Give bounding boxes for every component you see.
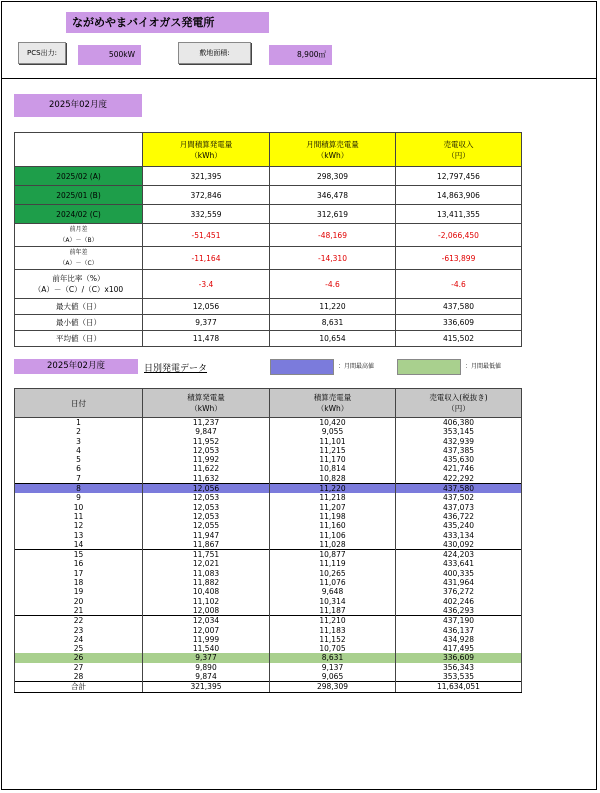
site-area-value: 8,900㎡	[269, 45, 332, 65]
legend-max-label: ：月間最高値	[338, 363, 375, 370]
daily-date: 20	[15, 597, 143, 606]
daily-value: 432,939	[396, 437, 522, 446]
daily-value: 11,152	[270, 635, 396, 644]
daily-row	[15, 474, 522, 484]
pcs-output-button[interactable]: PCS出力:	[18, 42, 66, 64]
summary-avg-row	[15, 331, 522, 347]
daily-value: 11,952	[143, 437, 270, 446]
daily-value: 11,632	[143, 474, 270, 484]
daily-row	[15, 653, 522, 662]
summary-corner	[15, 133, 143, 167]
daily-date: 26	[15, 653, 143, 662]
daily-date: 10	[15, 503, 143, 512]
daily-row	[15, 503, 522, 512]
summary-value: 11,220	[270, 299, 396, 315]
daily-header: 日付	[15, 389, 143, 418]
summary-value: 321,395	[143, 167, 270, 186]
daily-row	[15, 663, 522, 672]
daily-value: 417,495	[396, 644, 522, 653]
daily-value: 406,380	[396, 418, 522, 428]
daily-value: 11,076	[270, 578, 396, 587]
daily-total-row	[15, 682, 522, 692]
daily-row	[15, 540, 522, 550]
daily-row	[15, 626, 522, 635]
daily-value: 9,377	[143, 653, 270, 662]
summary-ratio-label2: （A）－（C）/（C）x100	[33, 285, 124, 294]
daily-value: 436,722	[396, 512, 522, 521]
daily-value: 12,053	[143, 446, 270, 455]
daily-row	[15, 578, 522, 587]
daily-date: 1	[15, 418, 143, 428]
summary-value: -51,451	[143, 224, 270, 247]
daily-value: 11,947	[143, 531, 270, 540]
daily-value: 11,218	[270, 493, 396, 502]
daily-row	[15, 464, 522, 473]
summary-diff_prev_month-label	[15, 224, 143, 247]
daily-value: 11,999	[143, 635, 270, 644]
daily-value: 336,609	[396, 653, 522, 662]
summary-value: -48,169	[270, 224, 396, 247]
daily-value: 376,272	[396, 587, 522, 596]
daily-row	[15, 635, 522, 644]
daily-value: 10,814	[270, 464, 396, 473]
daily-value: 11,210	[270, 616, 396, 626]
daily-value: 9,874	[143, 672, 270, 682]
daily-header: 積算売電量 （kWh）	[270, 389, 396, 418]
daily-value: 12,053	[143, 493, 270, 502]
summary-ratio-label1: 前年比率（%）	[52, 274, 105, 283]
summary-max-label: 最大値（日）	[15, 299, 143, 315]
daily-data-link[interactable]: 日別発電データ	[144, 364, 208, 374]
daily-date: 24	[15, 635, 143, 644]
daily-value: 437,580	[396, 484, 522, 494]
daily-date: 18	[15, 578, 143, 587]
daily-date: 2	[15, 427, 143, 436]
summary-value: 336,609	[396, 315, 522, 331]
summary-month-label: 2025年02月度	[14, 94, 142, 117]
daily-value: 356,343	[396, 663, 522, 672]
daily-value: 9,648	[270, 587, 396, 596]
daily-value: 433,641	[396, 559, 522, 568]
summary-row-label: 2025/02 (A)	[15, 167, 143, 186]
daily-value: 11,160	[270, 521, 396, 530]
daily-value: 10,314	[270, 597, 396, 606]
summary-value: 11,478	[143, 331, 270, 347]
summary-header: 月間積算発電量 （kWh）	[143, 133, 270, 167]
daily-value: 434,928	[396, 635, 522, 644]
daily-value: 11,183	[270, 626, 396, 635]
summary-ratio-label	[15, 270, 143, 299]
daily-value: 353,535	[396, 672, 522, 682]
summary-diff_prev_year-label1: 前年差	[69, 249, 88, 256]
daily-value: 421,746	[396, 464, 522, 473]
summary-header-row	[15, 133, 522, 167]
summary-header: 売電収入 （円）	[396, 133, 522, 167]
daily-value: 11,207	[270, 503, 396, 512]
daily-value: 400,335	[396, 569, 522, 578]
daily-value: 11,101	[270, 437, 396, 446]
daily-date: 25	[15, 644, 143, 653]
daily-value: 11,028	[270, 540, 396, 550]
summary-value: 10,654	[270, 331, 396, 347]
summary-max-row	[15, 299, 522, 315]
summary-value: 9,377	[143, 315, 270, 331]
daily-value: 11,083	[143, 569, 270, 578]
daily-value: 436,293	[396, 606, 522, 616]
daily-value: 12,053	[143, 503, 270, 512]
summary-diff_prev_month-label1: 前月差	[69, 226, 88, 233]
summary-diff_prev_month-row	[15, 224, 522, 247]
daily-value: 9,055	[270, 427, 396, 436]
daily-value: 10,408	[143, 587, 270, 596]
daily-header-row	[15, 389, 522, 418]
daily-value: 9,065	[270, 672, 396, 682]
daily-value: 353,145	[396, 427, 522, 436]
daily-total-value: 298,309	[270, 682, 396, 692]
daily-row	[15, 512, 522, 521]
daily-date: 11	[15, 512, 143, 521]
daily-value: 8,631	[270, 653, 396, 662]
daily-row	[15, 672, 522, 682]
daily-row	[15, 484, 522, 494]
daily-value: 435,630	[396, 455, 522, 464]
legend-min-label: ：月間最低値	[465, 363, 502, 370]
daily-value: 10,420	[270, 418, 396, 428]
daily-value: 436,137	[396, 626, 522, 635]
daily-value: 11,540	[143, 644, 270, 653]
daily-value: 12,056	[143, 484, 270, 494]
summary-value: 346,478	[270, 186, 396, 205]
summary-ratio-row	[15, 270, 522, 299]
daily-value: 437,190	[396, 616, 522, 626]
daily-table	[14, 388, 522, 693]
daily-row	[15, 531, 522, 540]
summary-value: -4.6	[270, 270, 396, 299]
daily-value: 12,055	[143, 521, 270, 530]
summary-value: -14,310	[270, 247, 396, 270]
daily-value: 11,215	[270, 446, 396, 455]
daily-row	[15, 427, 522, 436]
daily-value: 12,007	[143, 626, 270, 635]
daily-row	[15, 587, 522, 596]
daily-date: 7	[15, 474, 143, 484]
daily-value: 12,021	[143, 559, 270, 568]
daily-row	[15, 446, 522, 455]
summary-row-label: 2025/01 (B)	[15, 186, 143, 205]
daily-row	[15, 597, 522, 606]
daily-value: 424,203	[396, 550, 522, 560]
daily-value: 437,502	[396, 493, 522, 502]
daily-value: 9,847	[143, 427, 270, 436]
daily-value: 402,246	[396, 597, 522, 606]
daily-row	[15, 418, 522, 428]
daily-row	[15, 606, 522, 616]
daily-value: 11,102	[143, 597, 270, 606]
summary-diff_prev_year-label	[15, 247, 143, 270]
summary-min-row	[15, 315, 522, 331]
daily-value: 11,622	[143, 464, 270, 473]
daily-value: 431,964	[396, 578, 522, 587]
summary-diff_prev_month-label2: （A）－（B）	[59, 237, 98, 244]
daily-date: 19	[15, 587, 143, 596]
summary-value: 14,863,906	[396, 186, 522, 205]
daily-value: 9,137	[270, 663, 396, 672]
daily-row	[15, 559, 522, 568]
daily-date: 28	[15, 672, 143, 682]
daily-row	[15, 521, 522, 530]
daily-row	[15, 493, 522, 502]
summary-header: 月間積算売電量 （kWh）	[270, 133, 396, 167]
summary-value: 437,580	[396, 299, 522, 315]
daily-date: 21	[15, 606, 143, 616]
daily-date: 14	[15, 540, 143, 550]
daily-date: 6	[15, 464, 143, 473]
summary-value: -11,164	[143, 247, 270, 270]
daily-value: 11,198	[270, 512, 396, 521]
daily-row	[15, 550, 522, 560]
daily-value: 11,220	[270, 484, 396, 494]
daily-total-value: 321,395	[143, 682, 270, 692]
daily-value: 12,053	[143, 512, 270, 521]
summary-value: -2,066,450	[396, 224, 522, 247]
summary-row-label: 2024/02 (C)	[15, 205, 143, 224]
legend-max-swatch	[270, 359, 334, 375]
daily-value: 10,265	[270, 569, 396, 578]
daily-row	[15, 569, 522, 578]
summary-min-label: 最小値（日）	[15, 315, 143, 331]
daily-value: 430,092	[396, 540, 522, 550]
daily-value: 11,882	[143, 578, 270, 587]
daily-value: 435,240	[396, 521, 522, 530]
legend-min-swatch	[397, 359, 461, 375]
summary-value: 298,309	[270, 167, 396, 186]
daily-value: 11,106	[270, 531, 396, 540]
pcs-output-value: 500kW	[78, 45, 141, 65]
summary-value: 13,411,355	[396, 205, 522, 224]
summary-value: -613,899	[396, 247, 522, 270]
daily-value: 10,877	[270, 550, 396, 560]
daily-value: 9,890	[143, 663, 270, 672]
summary-value: 8,631	[270, 315, 396, 331]
summary-value: 372,846	[143, 186, 270, 205]
daily-date: 5	[15, 455, 143, 464]
daily-date: 13	[15, 531, 143, 540]
summary-value: 415,502	[396, 331, 522, 347]
daily-value: 422,292	[396, 474, 522, 484]
summary-table	[14, 132, 522, 347]
daily-date: 22	[15, 616, 143, 626]
daily-date: 12	[15, 521, 143, 530]
daily-value: 11,187	[270, 606, 396, 616]
daily-value: 10,705	[270, 644, 396, 653]
summary-row	[15, 167, 522, 186]
daily-row	[15, 644, 522, 653]
daily-value: 437,385	[396, 446, 522, 455]
daily-date: 3	[15, 437, 143, 446]
summary-value: 12,056	[143, 299, 270, 315]
daily-row	[15, 616, 522, 626]
daily-date: 16	[15, 559, 143, 568]
daily-header: 売電収入(税抜き) （円）	[396, 389, 522, 418]
summary-value: 12,797,456	[396, 167, 522, 186]
divider	[2, 78, 596, 79]
daily-value: 12,034	[143, 616, 270, 626]
daily-row	[15, 437, 522, 446]
daily-total-label: 合計	[15, 682, 143, 692]
daily-date: 23	[15, 626, 143, 635]
daily-date: 27	[15, 663, 143, 672]
daily-date: 15	[15, 550, 143, 560]
daily-date: 4	[15, 446, 143, 455]
daily-value: 11,992	[143, 455, 270, 464]
summary-value: 312,619	[270, 205, 396, 224]
summary-diff_prev_year-row	[15, 247, 522, 270]
daily-month-label: 2025年02月度	[14, 359, 138, 374]
daily-date: 8	[15, 484, 143, 494]
summary-diff_prev_year-label2: （A）－（C）	[59, 260, 98, 267]
daily-value: 11,170	[270, 455, 396, 464]
site-area-button[interactable]: 敷地面積:	[178, 42, 251, 64]
summary-value: -3.4	[143, 270, 270, 299]
daily-date: 9	[15, 493, 143, 502]
daily-value: 11,237	[143, 418, 270, 428]
daily-total-value: 11,634,051	[396, 682, 522, 692]
summary-value: 332,559	[143, 205, 270, 224]
summary-avg-label: 平均値（日）	[15, 331, 143, 347]
daily-value: 10,828	[270, 474, 396, 484]
daily-value: 11,119	[270, 559, 396, 568]
daily-value: 11,751	[143, 550, 270, 560]
summary-row	[15, 186, 522, 205]
daily-value: 437,073	[396, 503, 522, 512]
daily-value: 11,867	[143, 540, 270, 550]
summary-row	[15, 205, 522, 224]
daily-header: 積算発電量 （kWh）	[143, 389, 270, 418]
daily-row	[15, 455, 522, 464]
plant-title: ながめやまバイオガス発電所	[66, 12, 269, 33]
daily-value: 433,134	[396, 531, 522, 540]
daily-date: 17	[15, 569, 143, 578]
summary-value: -4.6	[396, 270, 522, 299]
daily-value: 12,008	[143, 606, 270, 616]
